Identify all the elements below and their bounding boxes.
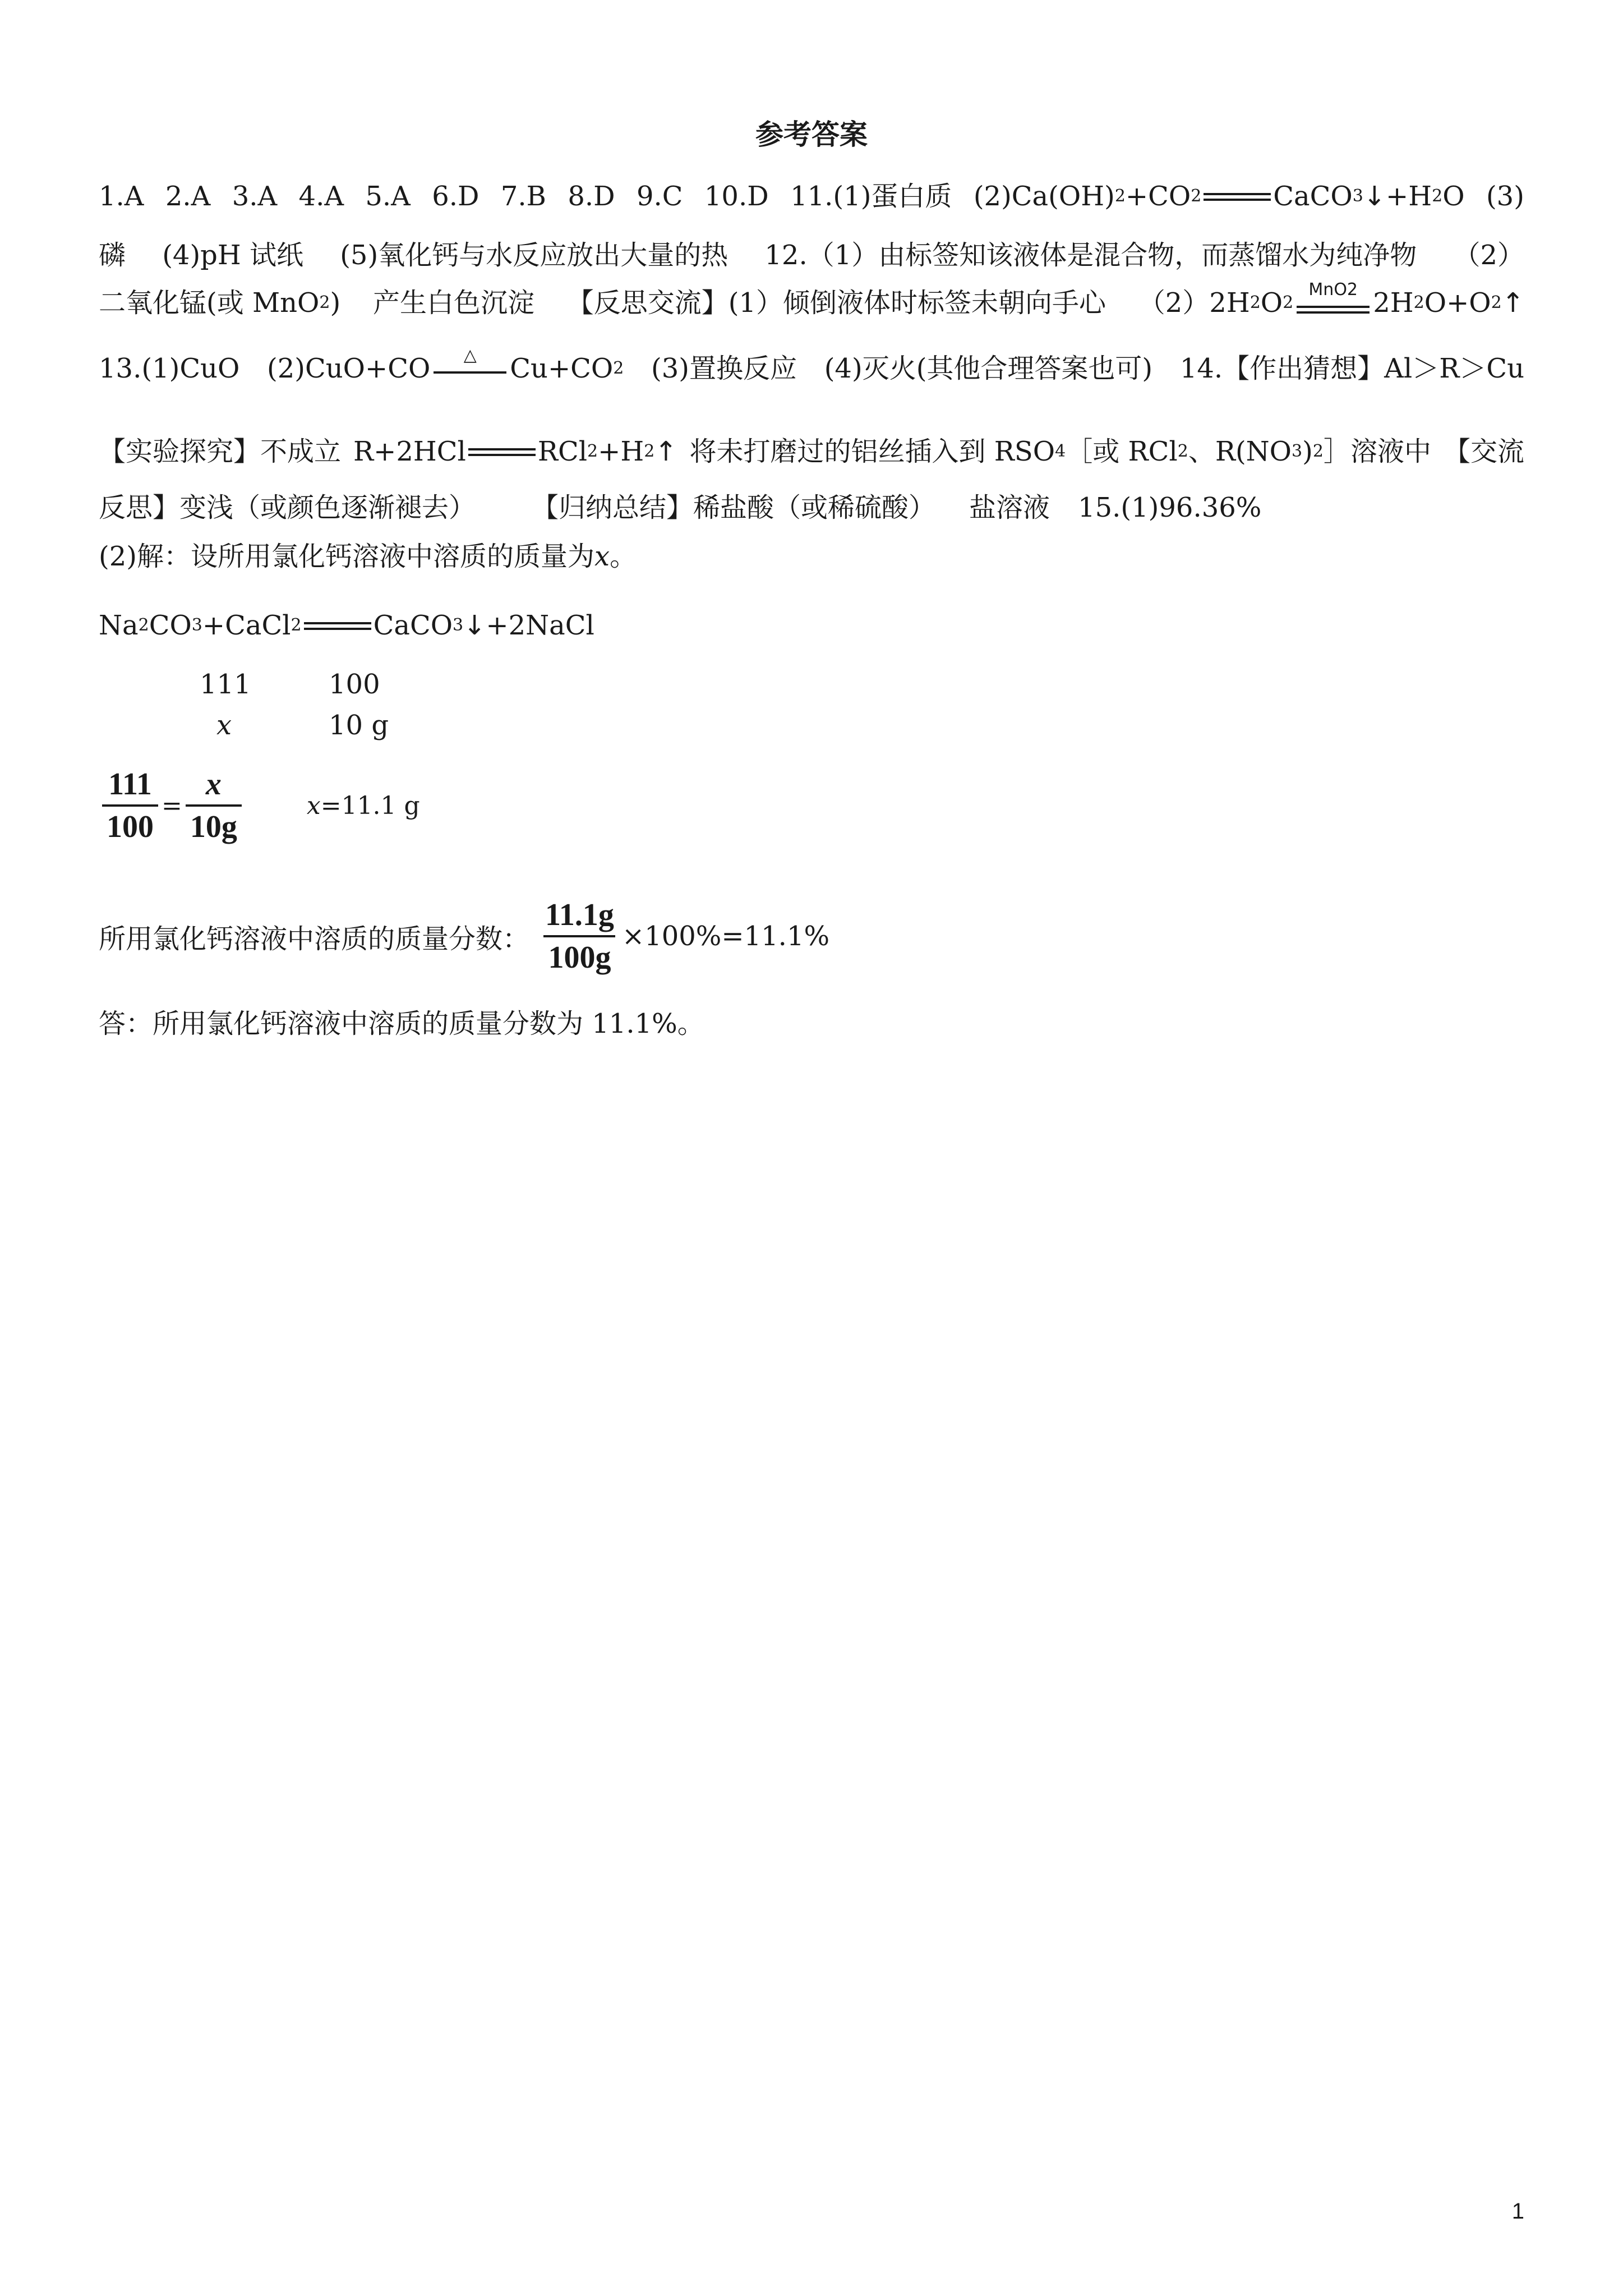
answer-1: 1.A [99, 181, 144, 212]
mass-fraction-line: 所用氯化钙溶液中溶质的质量分数： $\frac{11.1g}{100g}$ ×100%=11.1% [99, 895, 829, 978]
x-result: x=11.1 g [306, 791, 420, 820]
ratio-row-mass: x 10 g [216, 710, 389, 741]
answer-14-equation: R+2HCl RCl 2 +H 2 ↑ [353, 432, 677, 471]
gas-arrow-icon: ↑ [654, 436, 677, 467]
answer-5: 5.A [365, 181, 411, 212]
ratio-row-molar: 111 100 [200, 669, 380, 700]
answer-line-2 [99, 236, 1524, 275]
answer-13-3: (3)置换反应 [651, 353, 797, 384]
answer-12-reflection: 【反思交流】(1）倾倒液体时标签未朝向手心 [566, 287, 1106, 319]
answer-13-4: (4)灭火(其他合理答案也可) [824, 353, 1153, 384]
page-number: 1 [1511, 2199, 1524, 2224]
answer-15-1: 15.(1)96.36% [1078, 492, 1262, 523]
answer-11-1: 11.(1)蛋白质 [790, 181, 952, 212]
equals-sign [1204, 189, 1271, 204]
answer-14-exchange-label: 【交流 [1443, 436, 1524, 467]
answer-7: 7.B [500, 181, 546, 212]
answer-14-summary: 【归纳总结】稀盐酸（或稀硫酸） [532, 492, 936, 523]
answer-line-5 [99, 432, 1524, 471]
reaction-condition [434, 346, 506, 388]
gas-arrow-icon: ↑ [1501, 287, 1524, 319]
answer-13-1: 13.(1)CuO [99, 353, 240, 384]
answer-10: 10.D [704, 181, 769, 212]
answer-11-3: 磷 [99, 240, 126, 271]
answer-12-reflection-2-equation: （2）2H 2 O 2 MnO2 2H 2 O+O 2 ↑ [1138, 283, 1524, 323]
answer-line-1 [99, 177, 1524, 216]
calc-equation: Na 2 CO 3 +CaCl 2 CaCO 3 ↓ +2NaCl [99, 606, 1524, 645]
answer-11-5: (5)氧化钙与水反应放出大量的热 [340, 240, 728, 271]
answer-12-phenomenon: 产生白色沉淀 [372, 287, 534, 319]
answer-12-2: 二氧化锰(或 MnO 2 ) [99, 287, 341, 319]
answer-14-salt: 盐溶液 [969, 492, 1050, 523]
answer-14-exchange: 反思】变浅（或颜色逐渐褪去） [99, 492, 476, 523]
answer-8: 8.D [568, 181, 615, 212]
page-title: 参考答案 [755, 118, 868, 151]
answer-15-2-intro: (2)解：设所用氯化钙溶液中溶质的质量为 x 。 [99, 541, 637, 572]
answer-11-4: (4)pH 试纸 [162, 240, 304, 271]
answer-3: 3.A [232, 181, 278, 212]
answer-11-2-equation: (2)Ca(OH) 2 +CO 2 CaCO 3 ↓ +H 2 O [974, 177, 1465, 216]
answer-4: 4.A [298, 181, 344, 212]
precipitate-arrow-icon: ↓ [1363, 181, 1386, 212]
answer-line-3 [99, 280, 1524, 323]
answer-12-2-label: （2） [1453, 240, 1524, 271]
final-answer: 答：所用氯化钙溶液中溶质的质量分数为 11.1%。 [99, 1008, 704, 1039]
catalyst-label: MnO2 [1308, 280, 1358, 300]
fraction-molar: $\frac{111}{100}$ [102, 764, 158, 847]
answer-line-6 [99, 488, 1524, 527]
answer-14-method: 将未打磨过的铝丝插入到 RSO 4 ［或 RCl 2 、R(NO 3 ) 2 ］溶液中 [689, 436, 1431, 467]
answer-2: 2.A [165, 181, 211, 212]
heat-triangle-icon: △ [463, 346, 477, 365]
answer-6: 6.D [432, 181, 479, 212]
proportion-equation: $\frac{111}{100}$ = $\frac{x}{10g}$ x=11.1 g [99, 764, 420, 847]
answer-14-experiment: 【实验探究】不成立 [99, 436, 342, 467]
answer-12-1: 12.（1）由标签知该液体是混合物，而蒸馏水为纯净物 [764, 240, 1417, 271]
answer-line-4 [99, 346, 1524, 388]
fraction-mass: $\frac{x}{10g}$ [186, 764, 242, 847]
precipitate-arrow-icon: ↓ [463, 610, 486, 641]
answer-13-2-equation: (2)CuO+CO △ Cu+CO 2 [267, 349, 624, 388]
answer-11-3-label: (3) [1486, 181, 1524, 212]
reaction-condition [1297, 280, 1370, 323]
answer-9: 9.C [636, 181, 683, 212]
equals-sign [304, 618, 371, 633]
equals-sign [468, 444, 536, 459]
answer-14-hypothesis: 14.【作出猜想】Al＞R＞Cu [1179, 353, 1524, 384]
fraction-mass-ratio: $\frac{11.1g}{100g}$ [541, 895, 619, 978]
